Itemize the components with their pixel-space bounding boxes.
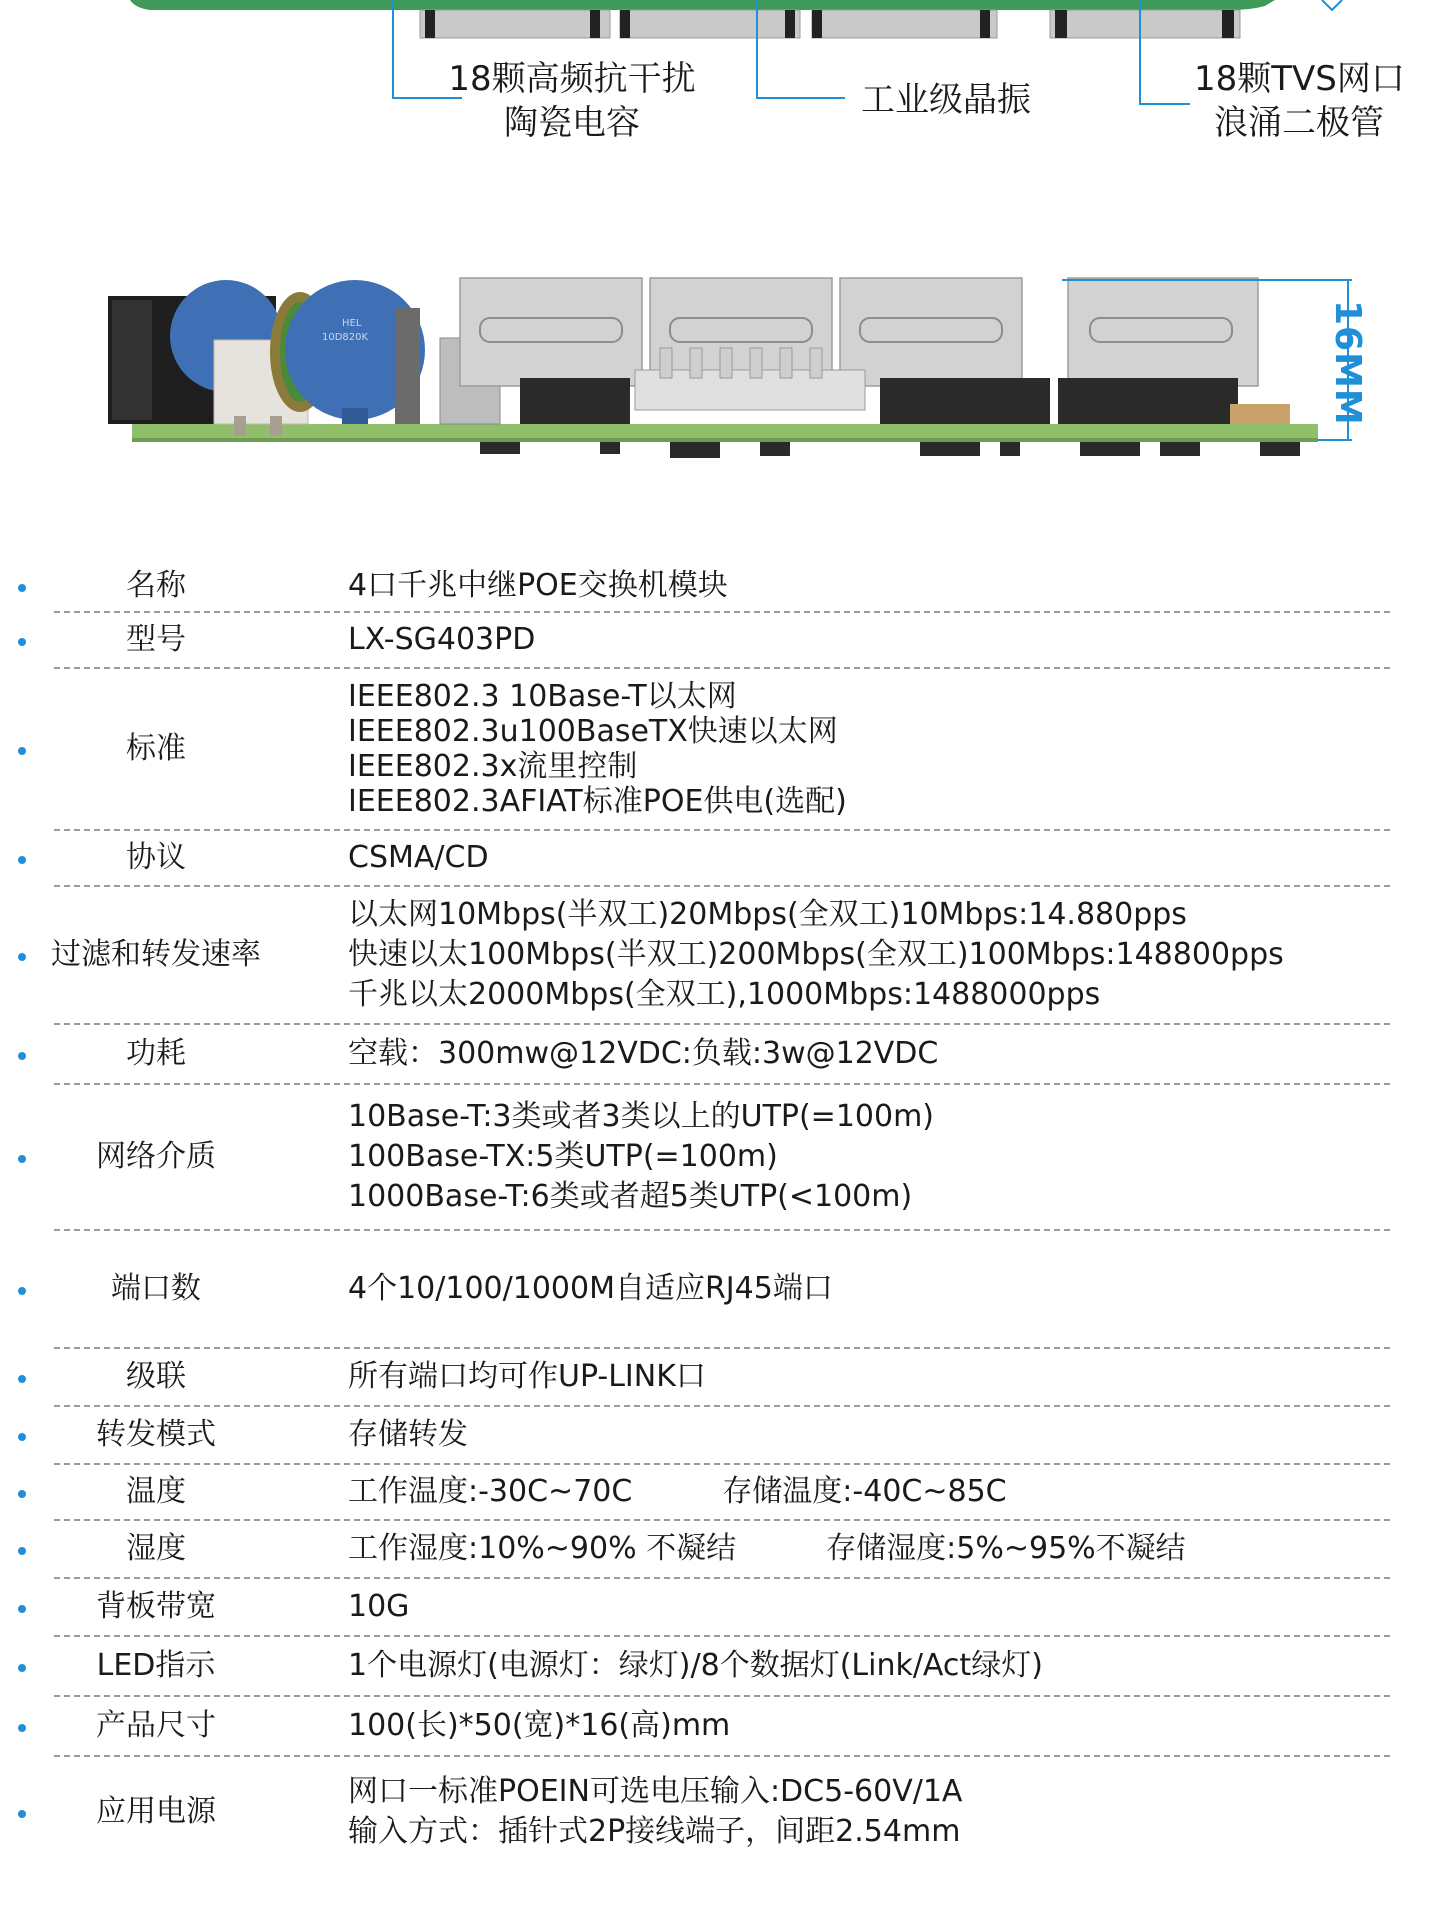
bullet-dot [18, 1605, 26, 1613]
spec-value-line: 100(长)*50(宽)*16(高)mm [348, 1708, 731, 1743]
spec-value [348, 1415, 468, 1455]
spec-value [348, 1472, 1007, 1512]
bullet-dot [18, 1052, 26, 1060]
spec-label: 标准 [126, 731, 186, 766]
spec-row [0, 1696, 1440, 1756]
board-side-illustration [0, 240, 1440, 480]
dimension-height-label: 16MM [1327, 300, 1368, 426]
spec-value [348, 1772, 962, 1852]
spec-value-line: 以太网10Mbps(半双工)20Mbps(全双工)10Mbps:14.880pps [348, 897, 1187, 932]
bullet-dot [18, 1287, 26, 1295]
spec-label: 名称 [126, 568, 186, 603]
spec-label: 端口数 [111, 1271, 201, 1306]
spec-row [0, 612, 1440, 668]
spec-value-line: 输入方式：插针式2P接线端子，间距2.54mm [348, 1814, 961, 1849]
spec-value [348, 1529, 1186, 1569]
spec-value [348, 679, 847, 819]
callout-tvs-line2: 浪涌二极管 [1214, 103, 1384, 143]
spec-value [348, 1587, 409, 1627]
callout-capacitors [442, 57, 702, 145]
spec-row [0, 1024, 1440, 1084]
spec-row [0, 1520, 1440, 1578]
spec-row [0, 886, 1440, 1024]
spec-value [348, 620, 535, 660]
spec-value-extra: 存储湿度:5%~95%不凝结 [826, 1531, 1186, 1566]
bullet-dot [18, 1724, 26, 1732]
spec-row [0, 560, 1440, 612]
spec-value-line: IEEE802.3AFIAT标准POE供电(选配) [348, 784, 847, 819]
spec-value-line: 4口千兆中继POE交换机模块 [348, 568, 728, 603]
spec-label: 功耗 [126, 1036, 186, 1071]
callout-tvs-line1: 18颗TVS网口 [1194, 59, 1405, 99]
spec-value-line: IEEE802.3u100BaseTX快速以太网 [348, 714, 838, 749]
bullet-dot [18, 1375, 26, 1383]
spec-row [0, 1230, 1440, 1348]
spec-label: 转发模式 [96, 1417, 216, 1452]
spec-row [0, 1578, 1440, 1636]
spec-value [348, 1357, 706, 1397]
spec-label: LED指示 [96, 1648, 216, 1683]
spec-value [348, 1034, 938, 1074]
spec-value-line: 工作温度:-30C~70C [348, 1474, 633, 1509]
spec-value-line: 存储转发 [348, 1417, 468, 1452]
spec-value [348, 895, 1284, 1015]
spec-label: 网络介质 [96, 1139, 216, 1174]
spec-label: 型号 [126, 622, 186, 657]
bullet-dot [18, 1547, 26, 1555]
spec-value-line: 所有端口均可作UP-LINK口 [348, 1359, 706, 1394]
spec-value [348, 1646, 1043, 1686]
spec-value-line: IEEE802.3 10Base-T以太网 [348, 679, 737, 714]
bullet-dot [18, 584, 26, 592]
spec-row [0, 1464, 1440, 1520]
bullet-dot [18, 953, 26, 961]
spec-value-line: 1个电源灯(电源灯：绿灯)/8个数据灯(Link/Act绿灯) [348, 1648, 1043, 1683]
bullet-dot [18, 1490, 26, 1498]
bullet-dot [18, 638, 26, 646]
spec-label: 湿度 [126, 1531, 186, 1566]
spec-row [0, 1756, 1440, 1868]
spec-value-line: 10Base-T:3类或者3类以上的UTP(=100m) [348, 1099, 935, 1134]
spec-row [0, 1348, 1440, 1406]
spec-row [0, 1084, 1440, 1230]
bullet-dot [18, 856, 26, 864]
bullet-dot [18, 1433, 26, 1441]
spec-value-extra: 存储温度:-40C~85C [722, 1474, 1007, 1509]
spec-value-line: 10G [348, 1589, 410, 1624]
bullet-dot [18, 1810, 26, 1818]
bullet-dot [18, 1155, 26, 1163]
spec-value-line: 网口一标准POEIN可选电压输入:DC5-60V/1A [348, 1774, 963, 1809]
spec-value-line: IEEE802.3x流里控制 [348, 749, 638, 784]
spec-label: 过滤和转发速率 [51, 937, 261, 972]
spec-label: 产品尺寸 [96, 1708, 216, 1743]
callout-crystal [856, 78, 1036, 122]
spec-value [348, 1269, 833, 1309]
spec-label: 应用电源 [96, 1794, 216, 1829]
spec-value-line: LX-SG403PD [348, 622, 536, 657]
cap-silk-code: 10D820K [322, 332, 369, 343]
bullet-dot [18, 747, 26, 755]
spec-row [0, 830, 1440, 886]
spec-row [0, 668, 1440, 830]
bullet-dot [18, 1664, 26, 1672]
spec-value-line: 100Base-TX:5类UTP(=100m) [348, 1139, 778, 1174]
spec-value-line: CSMA/CD [348, 840, 489, 875]
callout-crystal-line1: 工业级晶振 [861, 80, 1031, 120]
spec-value-line: 1000Base-T:6类或者超5类UTP(<100m) [348, 1179, 913, 1214]
spec-label: 级联 [126, 1359, 186, 1394]
spec-row [0, 1406, 1440, 1464]
callout-tvs [1194, 57, 1404, 145]
spec-label: 协议 [126, 840, 186, 875]
spec-value [348, 838, 489, 878]
spec-value-line: 千兆以太2000Mbps(全双工),1000Mbps:1488000pps [348, 977, 1101, 1012]
spec-value [348, 1097, 934, 1217]
spec-row [0, 1636, 1440, 1696]
spec-value-line: 快速以太100Mbps(半双工)200Mbps(全双工)100Mbps:148800pps [348, 937, 1284, 972]
cap-silk-brand: HEL [342, 318, 362, 329]
spec-value [348, 1706, 730, 1746]
callout-capacitors-line2: 陶瓷电容 [504, 103, 640, 143]
spec-value-line: 4个10/100/1000M自适应RJ45端口 [348, 1271, 833, 1306]
spec-value [348, 566, 728, 606]
spec-label: 温度 [126, 1474, 186, 1509]
callout-capacitors-line1: 18颗高频抗干扰 [448, 59, 696, 99]
spec-value-line: 空载：300mw@12VDC:负载:3w@12VDC [348, 1036, 939, 1071]
spec-value-line: 工作湿度:10%~90% 不凝结 [348, 1531, 737, 1566]
spec-label: 背板带宽 [96, 1589, 216, 1624]
